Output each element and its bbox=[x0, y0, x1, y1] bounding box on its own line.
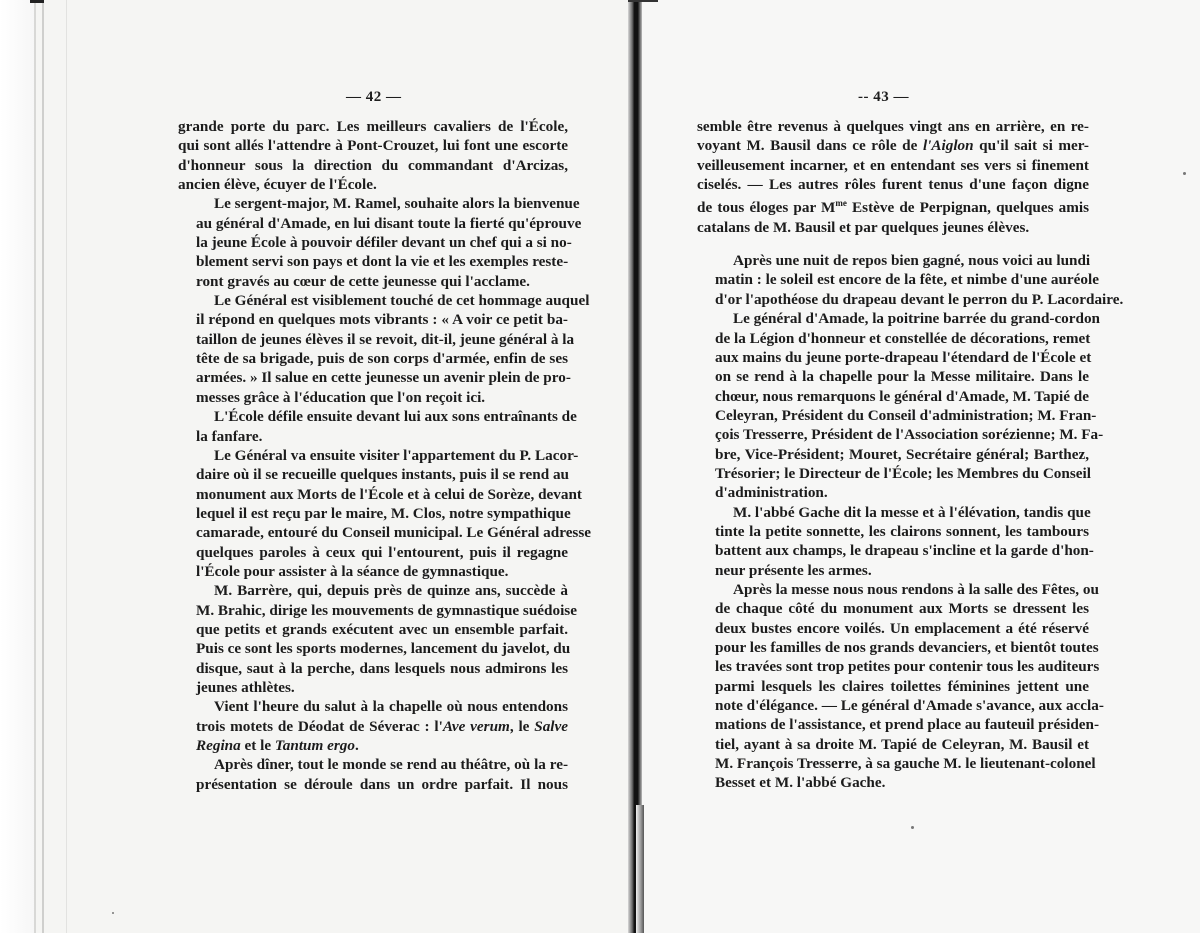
text-segment: veilleusement incarner, et en entendant ses vers si finement bbox=[697, 156, 1089, 174]
paragraph bbox=[697, 503, 1094, 580]
text-segment: note d'élégance. — Le général d'Amade s'avance, aux accla- bbox=[715, 697, 1104, 715]
text-segment: on se rend à la chapelle pour la Messe militaire. Dans le bbox=[715, 368, 1089, 386]
text-line bbox=[697, 503, 1089, 522]
paragraph bbox=[697, 117, 1089, 237]
paper-speck bbox=[112, 912, 114, 914]
text-segment: bre, Vice-Président; Mouret, Secrétaire général; Barthez, bbox=[715, 445, 1089, 463]
text-segment: lequel il est reçu par le maire, M. Clos, notre sympathique bbox=[196, 504, 571, 522]
page-number-left: — 42 — bbox=[346, 89, 402, 105]
text-segment: tête de sa brigade, puis de son corps d'armée, enfin de ses bbox=[196, 350, 568, 368]
text-line bbox=[697, 136, 1089, 155]
text-segment: neur présente les armes. bbox=[715, 561, 872, 579]
text-line bbox=[697, 735, 1089, 754]
text-line bbox=[697, 754, 1096, 773]
text-line bbox=[178, 427, 568, 446]
text-line bbox=[697, 406, 1097, 425]
text-segment: mations de l'assistance, et prend place au fauteuil présiden- bbox=[715, 716, 1100, 734]
text-segment: Besset et M. l'abbé Gache. bbox=[715, 774, 886, 792]
text-line bbox=[178, 717, 568, 736]
text-line bbox=[178, 310, 568, 329]
text-segment: ancien élève, écuyer de l'École. bbox=[178, 176, 377, 194]
text-line bbox=[697, 175, 1089, 194]
text-segment: çois Tresserre, Président de l'Association sorézienne; M. Fa- bbox=[715, 426, 1104, 444]
text-line bbox=[178, 272, 568, 291]
text-segment: Après une nuit de repos bien gagné, nous voici au lundi bbox=[733, 252, 1091, 270]
text-segment: me bbox=[835, 198, 847, 209]
text-segment: Après dîner, tout le monde se rend au théâtre, où la re- bbox=[214, 756, 568, 774]
text-segment: Le sergent-major, M. Ramel, souhaite alors la bienvenue bbox=[214, 195, 580, 213]
text-segment: présentation se déroule dans un ordre parfait. Il nous bbox=[196, 775, 568, 793]
text-line bbox=[697, 599, 1089, 618]
text-line bbox=[178, 175, 568, 194]
text-segment: M. François Tresserre, à sa gauche M. le lieutenant-colonel bbox=[715, 755, 1096, 773]
text-segment: Le Général va ensuite visiter l'appartement du P. Lacor- bbox=[214, 446, 579, 464]
text-segment: l'École pour assister à la séance de gymnastique. bbox=[196, 562, 509, 580]
text-line bbox=[178, 368, 571, 387]
text-line bbox=[178, 446, 579, 465]
text-segment: daire où il se recueille quelques instants, puis il se rend au bbox=[196, 466, 569, 484]
paragraph bbox=[178, 194, 582, 291]
text-line bbox=[178, 349, 568, 368]
text-line bbox=[697, 194, 1089, 217]
scan-margin bbox=[0, 0, 36, 933]
text-segment: catalans de M. Bausil et par quelques jeunes élèves. bbox=[697, 218, 1030, 236]
text-line bbox=[178, 523, 591, 542]
text-segment: quelques paroles à ceux qui l'entourent, puis il regagne bbox=[196, 543, 568, 561]
text-segment: Après la messe nous nous rendons à la salle des Fêtes, ou bbox=[733, 580, 1099, 598]
text-line bbox=[697, 677, 1089, 696]
text-segment: au général d'Amade, en lui disant toute la fierté qu'éprouve bbox=[196, 214, 582, 232]
text-segment: qui sont allés l'attendre à Pont-Crouzet, lui font une escorte bbox=[178, 137, 568, 155]
scan-edge-shadow bbox=[628, 0, 658, 2]
text-line bbox=[178, 562, 568, 581]
text-segment: Trésorier; le Directeur de l'École; les Membres du Conseil bbox=[715, 464, 1091, 482]
text-segment: M. Brahic, dirige les mouvements de gymnastique suédoise bbox=[196, 601, 577, 619]
text-line bbox=[178, 601, 577, 620]
text-line bbox=[178, 291, 590, 310]
text-segment: deux bustes encore voilés. Un emplacement a été réservé bbox=[715, 619, 1089, 637]
text-segment: grande porte du parc. Les meilleurs cavaliers de l'École, bbox=[178, 118, 568, 135]
text-line bbox=[178, 639, 571, 658]
text-line bbox=[697, 309, 1101, 328]
text-line bbox=[697, 117, 1089, 136]
text-line bbox=[697, 696, 1104, 715]
text-line bbox=[178, 136, 568, 155]
text-line bbox=[697, 270, 1099, 289]
text-segment: taillon de jeunes élèves il se revoit, dit-il, jeune général à la bbox=[196, 330, 575, 348]
text-line bbox=[178, 678, 568, 697]
paragraph bbox=[697, 580, 1104, 793]
paragraph bbox=[697, 251, 1124, 309]
text-line bbox=[697, 290, 1124, 309]
text-line bbox=[697, 464, 1089, 483]
text-segment: semble être revenus à quelques vingt ans en arrière, en re- bbox=[697, 118, 1089, 135]
right-page-body bbox=[697, 117, 1124, 793]
gutter-shadow bbox=[636, 805, 644, 933]
paper-speck bbox=[1183, 172, 1186, 175]
paragraph bbox=[178, 117, 568, 194]
text-line bbox=[178, 330, 575, 349]
text-segment: ciselés. — Les autres rôles furent tenus d'une façon digne bbox=[697, 176, 1089, 194]
text-segment: aux mains du jeune porte-drapeau l'étendard de l'École et bbox=[715, 348, 1092, 366]
text-line bbox=[178, 252, 568, 271]
text-line bbox=[178, 388, 568, 407]
paragraph bbox=[178, 446, 591, 581]
text-line bbox=[697, 387, 1089, 406]
text-segment: Puis ce sont les sports modernes, lancement du javelot, du bbox=[196, 640, 571, 658]
text-line bbox=[178, 504, 571, 523]
text-line bbox=[697, 367, 1089, 386]
text-line bbox=[697, 561, 1089, 580]
text-segment: pour les familles de nos grands devanciers, et bientôt toutes bbox=[715, 639, 1099, 656]
text-line bbox=[697, 425, 1104, 444]
text-line bbox=[697, 156, 1089, 175]
text-line bbox=[178, 465, 568, 484]
text-line bbox=[178, 775, 568, 794]
text-line bbox=[697, 638, 1099, 657]
text-segment: M. l'abbé Gache dit la messe et à l'élévation, tandis que bbox=[733, 503, 1091, 521]
text-segment: la fanfare. bbox=[196, 427, 263, 445]
text-segment: monument aux Morts de l'École et à celui de Sorèze, devant bbox=[196, 485, 582, 503]
italic-title: Salve bbox=[534, 717, 568, 735]
text-line bbox=[178, 581, 568, 600]
text-segment: d'or l'apothéose du drapeau devant le perron du P. Lacordaire. bbox=[715, 290, 1124, 308]
italic-title: Ave verum bbox=[442, 717, 510, 735]
italic-title: Regina bbox=[196, 737, 241, 754]
text-segment: messes grâce à l'éducation que l'on reçoit ici. bbox=[196, 388, 486, 406]
paragraph bbox=[178, 581, 577, 697]
text-line bbox=[178, 214, 582, 233]
text-segment: les travées sont trop petites pour contenir tous les auditeurs bbox=[715, 658, 1100, 676]
text-line bbox=[178, 755, 568, 774]
paragraph bbox=[697, 309, 1104, 502]
text-segment: Le général d'Amade, la poitrine barrée du grand-cordon bbox=[733, 310, 1101, 328]
text-line bbox=[697, 251, 1089, 270]
text-segment: Celeyran, Président du Conseil d'administration; M. Fran- bbox=[715, 406, 1097, 424]
text-segment: Le Général est visiblement touché de cet hommage auquel bbox=[214, 292, 590, 310]
text-segment: la jeune École à pouvoir défiler devant un chef qui a si no- bbox=[196, 234, 572, 252]
text-segment: trois motets de Déodat de Séverac : l' bbox=[196, 717, 443, 735]
text-line bbox=[697, 522, 1089, 541]
text-segment: de la Légion d'honneur et constellée de décorations, remet bbox=[715, 329, 1091, 347]
page-number-right: -- 43 — bbox=[858, 89, 909, 105]
text-segment: Vient l'heure du salut à la chapelle où nous entendons bbox=[214, 698, 568, 716]
text-segment: que petits et grands exécutent avec un ensemble parfait. bbox=[196, 620, 568, 638]
text-line bbox=[178, 697, 568, 716]
text-line bbox=[178, 620, 568, 639]
text-segment: tiel, ayant à sa droite M. Tapié de Celeyran, M. Bausil et bbox=[715, 735, 1089, 753]
text-segment: qu'il sait si mer- bbox=[973, 137, 1089, 155]
text-segment: Estève de Perpignan, quelques amis bbox=[846, 199, 1090, 217]
text-segment: blement servi son pays et dont la vie et les exemples reste- bbox=[196, 253, 569, 271]
text-line bbox=[178, 156, 568, 175]
text-line bbox=[697, 483, 1089, 502]
text-line bbox=[178, 543, 568, 562]
text-line bbox=[697, 329, 1089, 348]
text-line bbox=[697, 657, 1100, 676]
text-segment: disque, saut à la perche, dans lesquels nous admirons les bbox=[196, 659, 568, 677]
text-line bbox=[697, 445, 1089, 464]
text-segment: chœur, nous remarquons le général d'Amade, M. Tapié de bbox=[715, 387, 1089, 405]
text-line bbox=[697, 619, 1089, 638]
text-line bbox=[697, 218, 1089, 237]
text-segment: . bbox=[354, 737, 359, 754]
text-segment: , le bbox=[509, 717, 535, 735]
text-segment: d'administration. bbox=[715, 484, 828, 502]
paragraph bbox=[178, 291, 590, 407]
text-segment: d'honneur sous la direction du commandant d'Arcizas, bbox=[178, 156, 568, 174]
paragraph bbox=[178, 697, 568, 755]
text-line bbox=[178, 194, 580, 213]
italic-title: l'Aiglon bbox=[922, 137, 974, 155]
text-line bbox=[697, 773, 1089, 792]
text-line bbox=[178, 407, 577, 426]
text-line bbox=[697, 348, 1092, 367]
text-line bbox=[178, 659, 568, 678]
text-line bbox=[178, 117, 568, 136]
paragraph bbox=[178, 755, 568, 794]
text-segment: et le bbox=[240, 737, 275, 754]
text-segment: M. Barrère, qui, depuis près de quinze ans, succède à bbox=[214, 582, 568, 600]
text-line bbox=[697, 715, 1100, 734]
text-segment: de chaque côté du monument aux Morts se dressent les bbox=[715, 600, 1089, 618]
text-segment: jeunes athlètes. bbox=[196, 678, 295, 696]
left-page-body bbox=[178, 117, 591, 794]
text-segment: matin : le soleil est encore de la fête, et nimbe d'une auréole bbox=[715, 271, 1099, 289]
text-segment: camarade, entouré du Conseil municipal. Le Général adresse bbox=[196, 524, 591, 542]
book-gutter bbox=[628, 0, 642, 933]
text-segment: L'École défile ensuite devant lui aux sons entraînants de bbox=[214, 408, 577, 426]
text-segment: de tous éloges par M bbox=[697, 199, 836, 217]
text-segment: voyant M. Bausil dans ce rôle de bbox=[697, 137, 923, 155]
text-segment: parmi lesquels les claires toilettes féminines jettent une bbox=[715, 677, 1089, 695]
text-segment: il répond en quelques mots vibrants : « A voir ce petit ba- bbox=[196, 311, 568, 329]
text-segment: armées. » Il salue en cette jeunesse un avenir plein de pro- bbox=[196, 369, 571, 387]
paper-speck bbox=[911, 826, 914, 829]
text-line bbox=[178, 485, 582, 504]
text-line bbox=[697, 580, 1099, 599]
text-segment: battent aux champs, le drapeau s'incline et la garde d'hon- bbox=[715, 542, 1094, 560]
text-line bbox=[178, 233, 572, 252]
text-segment: ront gravés au cœur de cette jeunesse qui l'acclame. bbox=[196, 272, 530, 290]
italic-title: Tantum ergo bbox=[274, 737, 355, 754]
paragraph bbox=[178, 407, 577, 446]
text-line bbox=[697, 541, 1094, 560]
text-line bbox=[178, 736, 568, 755]
scan-edge-shadow bbox=[30, 0, 44, 3]
text-segment: tinte la petite sonnette, les clairons sonnent, les tambours bbox=[715, 522, 1089, 540]
